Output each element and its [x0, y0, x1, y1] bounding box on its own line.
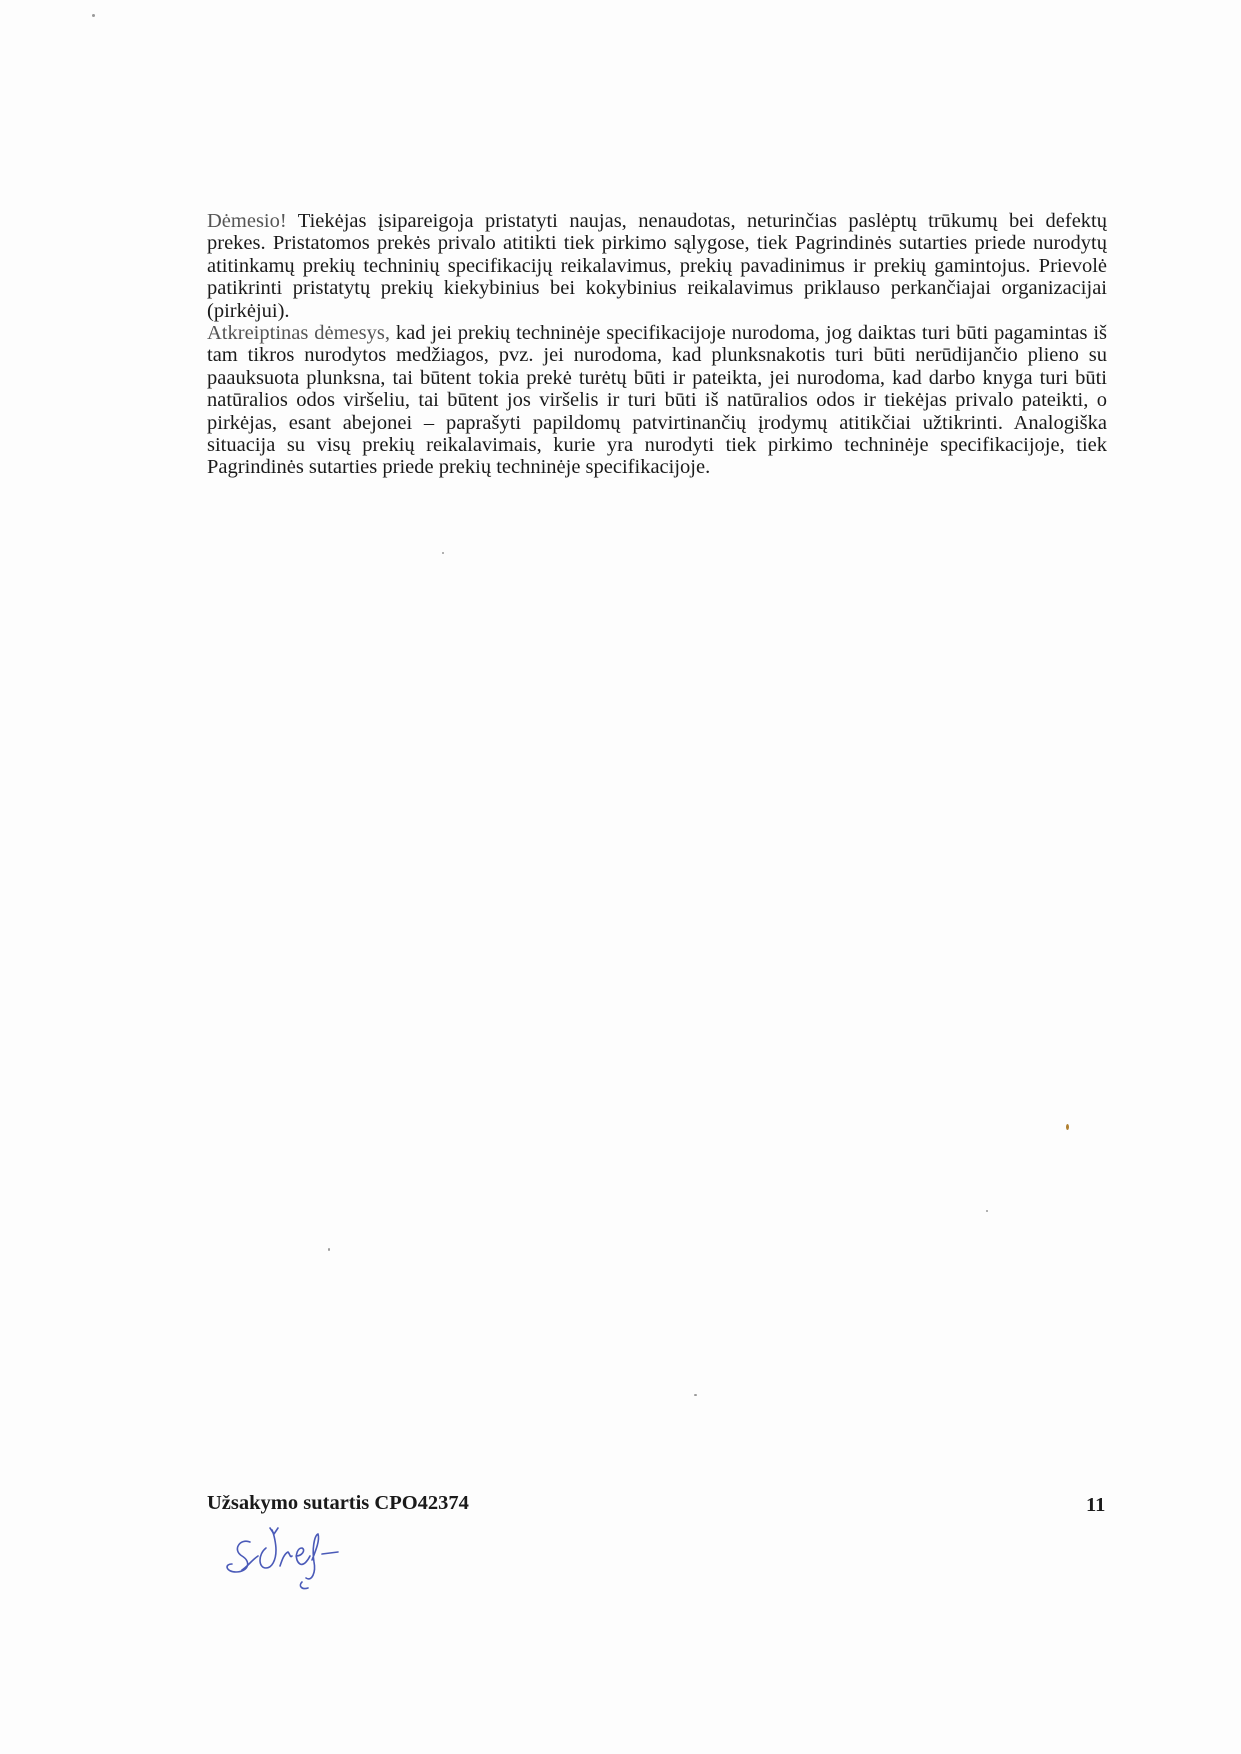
document-body [207, 210, 1107, 479]
scan-speck [694, 1394, 697, 1396]
attention-text: kad jei prekių techninėje specifikacijoje nurodoma, jog daiktas turi būti pagamintas iš tam tikros nurodytos medžiagos, pvz. jei nurodoma, kad plunksnakotis turi būti nerūdijančio plieno su paauksuota plunksna, tai būtent tokia prekė turėtų būti ir pateikta, jei nurodoma, kad darbo knyga turi būti natūralios odos viršeliu, tai būtent jos viršelis ir turi būti iš natūralios odos ir tiekėjas privalo pateikti, o pirkėjas, esant abejonei – paprašyti papildomų patvirtinančių įrodymų atitikčiai užtikrinti. Analogiška situacija su visų prekių reikalavimais, kurie yra nurodyti tiek pirkimo techninėje specifikacijoje, tiek Pagrindinės sutarties priede prekių techninėje specifikacijoje. [207, 322, 1108, 479]
handwritten-signature [222, 1520, 372, 1600]
contract-label: Užsakymo sutartis CPO42374 [207, 1492, 469, 1514]
paragraph-notice [207, 210, 1107, 322]
scan-speck [92, 14, 95, 17]
scan-speck [328, 1248, 330, 1251]
notice-text: Tiekėjas įsipareigoja pristatyti naujas, nenaudotas, neturinčias paslėptų trūkumų bei defektų prekes. Pristatomos prekės privalo atitikti tiek pirkimo sąlygose, tiek Pagrindinės sutarties priede nurodytų atitinkamų prekių techninių specifikacijų reikalavimus, prekių pavadinimus ir prekių gamintojus. Prievolė patikrinti pristatytų prekių kiekybinius bei kokybinius reikalavimus priklauso perkančiajai organizacijai (pirkėjui). [207, 210, 1107, 322]
scan-speck [986, 1210, 988, 1212]
paragraph-attention [207, 322, 1107, 479]
notice-lead: Dėmesio! [207, 210, 287, 232]
scan-speck [1066, 1124, 1069, 1130]
scan-speck [442, 552, 444, 554]
page-number: 11 [1086, 1494, 1106, 1516]
attention-lead: Atkreiptinas dėmesys, [207, 322, 390, 345]
